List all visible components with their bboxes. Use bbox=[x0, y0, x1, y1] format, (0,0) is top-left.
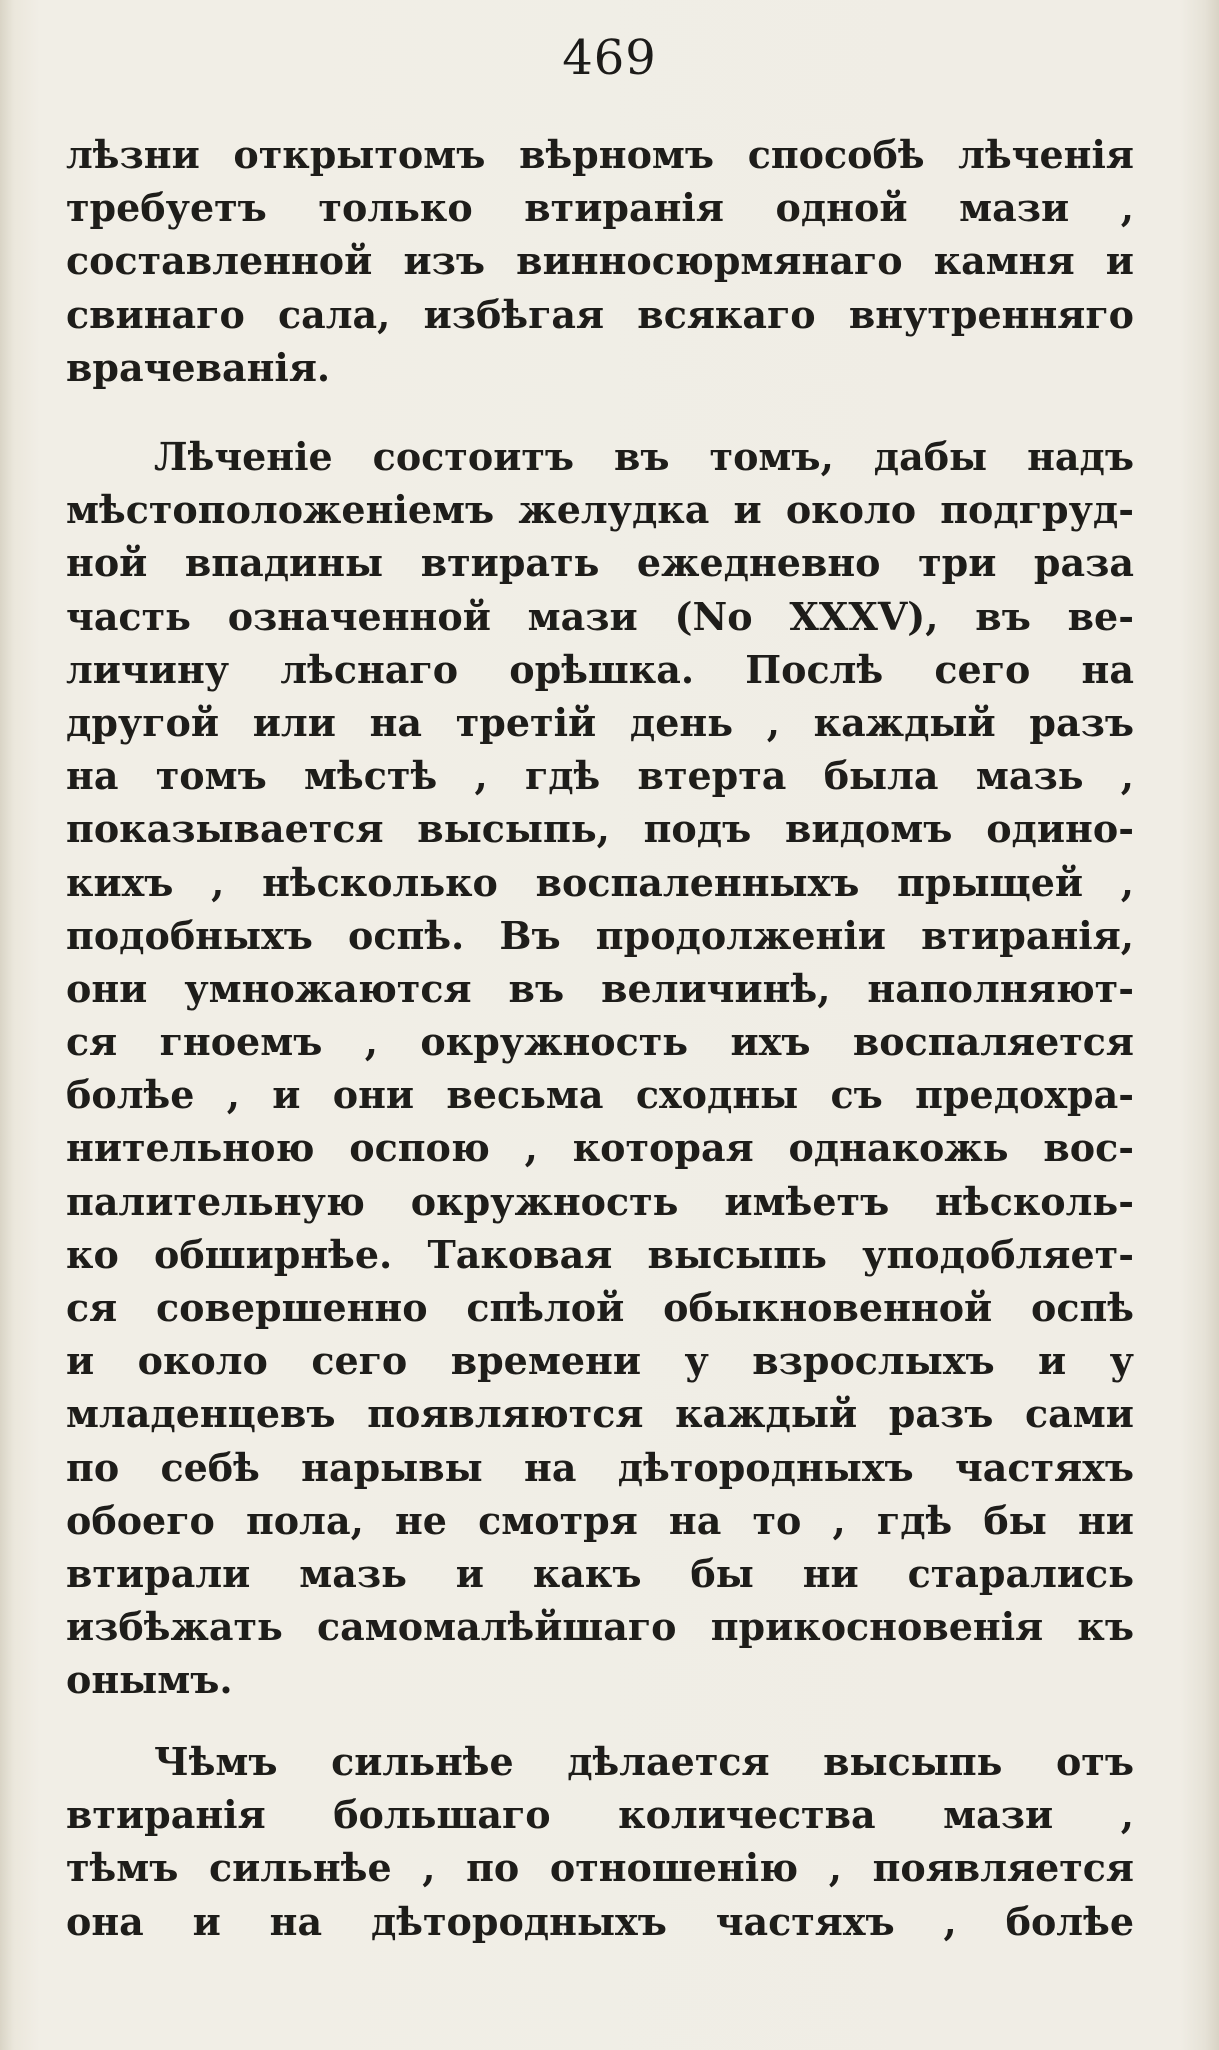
text-line: нительною оспою , которая однакожь вос- bbox=[66, 1125, 1134, 1171]
text-line: втирали мазь и какъ бы ни старались bbox=[66, 1550, 1134, 1596]
text-line: обоего пола, не смотря на то , гдѣ бы ни bbox=[66, 1497, 1134, 1543]
text-line: другой или на третій день , каждый разъ bbox=[66, 699, 1134, 745]
text-line: личину лѣснаго орѣшка. Послѣ сего на bbox=[66, 646, 1134, 692]
text-line: кихъ , нѣсколько воспаленныхъ прыщей , bbox=[66, 859, 1134, 905]
text-line: подобныхъ оспѣ. Въ продолженіи втиранія, bbox=[66, 912, 1134, 958]
text-line: свинаго сала, избѣгая всякаго внутренняго bbox=[66, 291, 1134, 337]
text-line: избѣжать самомалѣйшаго прикосновенія къ bbox=[66, 1604, 1134, 1650]
paragraph-2 bbox=[66, 430, 1134, 1707]
text-line: требуетъ только втиранія одной мази , bbox=[66, 185, 1134, 231]
text-line: часть означенной мази (No XXXV), въ ве- bbox=[66, 593, 1134, 639]
text-line: они умножаются въ величинѣ, наполняют- bbox=[66, 965, 1134, 1011]
text-line: ся совершенно спѣлой обыкновенной оспѣ bbox=[66, 1285, 1134, 1330]
text-line: показывается высыпь, подъ видомъ одино- bbox=[66, 806, 1134, 852]
text-line: тѣмъ сильнѣе , по отношенію , появляется bbox=[66, 1845, 1134, 1891]
text-line: Чѣмъ сильнѣе дѣлается высыпь отъ bbox=[154, 1739, 1134, 1784]
paragraph-3 bbox=[66, 1735, 1134, 1948]
text-line: и около сего времени у взрослыхъ и у bbox=[66, 1338, 1134, 1384]
text-line: лѣзни открытомъ вѣрномъ способѣ лѣченія bbox=[66, 132, 1134, 177]
text-line: онымъ. bbox=[66, 1657, 233, 1703]
text-line: Лѣченіе состоитъ въ томъ, дабы надъ bbox=[154, 434, 1134, 479]
text-line: младенцевъ появляются каждый разъ сами bbox=[66, 1391, 1134, 1437]
text-line: ко обширнѣе. Таковая высыпь уподобляет- bbox=[66, 1231, 1134, 1277]
text-line: палительную окружность имѣетъ нѣсколь- bbox=[66, 1178, 1134, 1224]
text-line: она и на дѣтородныхъ частяхъ , болѣе bbox=[66, 1898, 1134, 1944]
text-line: втиранія большаго количества мази , bbox=[66, 1792, 1134, 1838]
text-line: на томъ мѣстѣ , гдѣ втерта была мазь , bbox=[66, 753, 1134, 799]
text-line: мѣстоположеніемъ желудка и около подгруд- bbox=[66, 487, 1134, 533]
paragraph-1 bbox=[66, 128, 1134, 394]
text-line: болѣе , и они весьма сходны съ предохра- bbox=[66, 1072, 1134, 1118]
text-line: врачеванія. bbox=[66, 344, 331, 390]
text-line: ся гноемъ , окружность ихъ воспаляется bbox=[66, 1019, 1134, 1065]
text-line: ной впадины втирать ежедневно три раза bbox=[66, 540, 1134, 586]
page-number: 469 bbox=[562, 30, 657, 86]
text-line: по себѣ нарывы на дѣтородныхъ частяхъ bbox=[66, 1444, 1134, 1490]
text-line: составленной изъ винносюрмянаго камня и bbox=[66, 238, 1134, 284]
